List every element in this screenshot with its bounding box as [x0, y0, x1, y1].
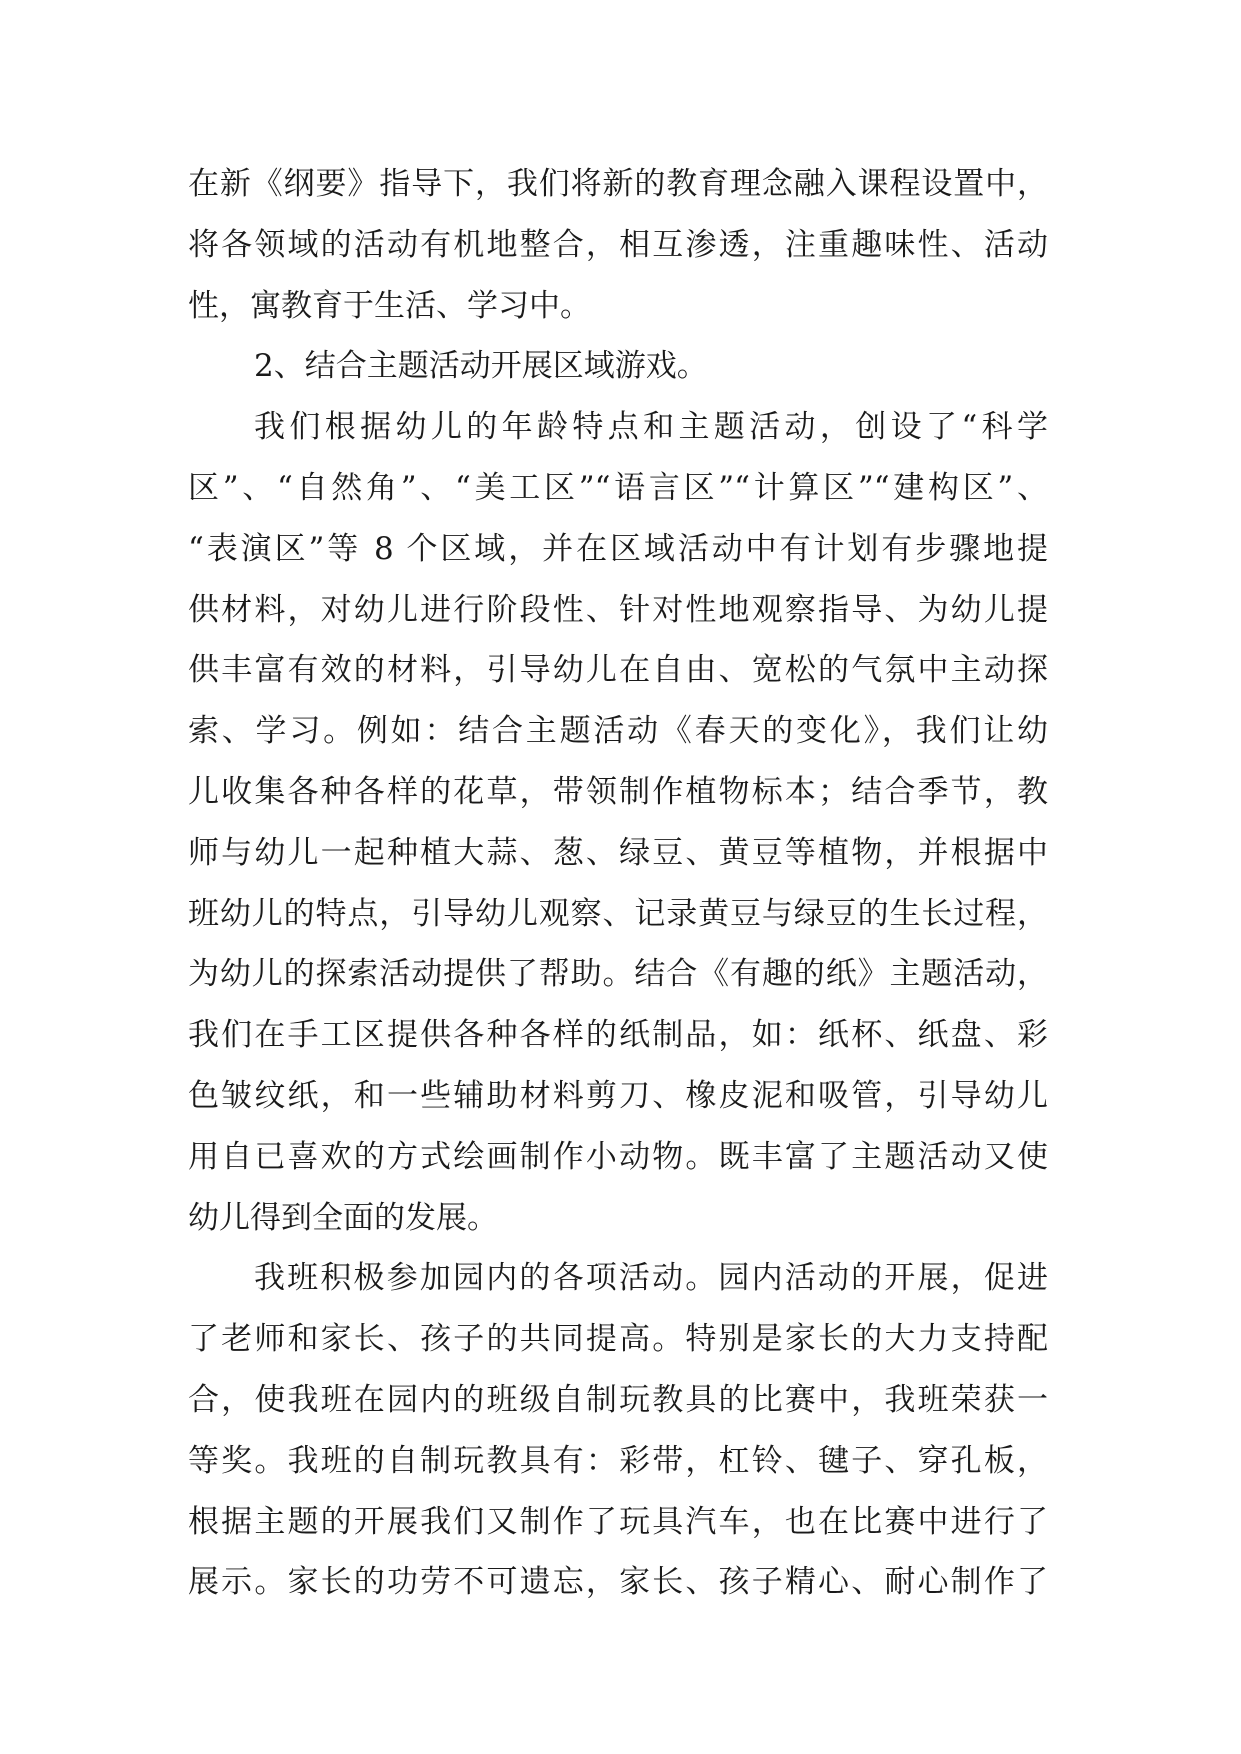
text-line: 班幼儿的特点，引导幼儿观察、记录黄豆与绿豆的生长过程，	[188, 895, 1048, 932]
section-heading: 2、结合主题活动开展区域游戏。	[254, 348, 708, 385]
text-line: 用自已喜欢的方式绘画制作小动物。既丰富了主题活动又使	[188, 1138, 1048, 1175]
text-line: 我们在手工区提供各种各样的纸制品，如：纸杯、纸盘、彩	[188, 1017, 1048, 1054]
text-line: 色皱纹纸，和一些辅助材料剪刀、橡皮泥和吸管，引导幼儿	[188, 1077, 1048, 1114]
text-line: 供丰富有效的材料，引导幼儿在自由、宽松的气氛中主动探	[188, 652, 1048, 689]
body-text	[188, 154, 1048, 1613]
text-line: 根据主题的开展我们又制作了玩具汽车，也在比赛中进行了	[188, 1503, 1048, 1540]
text-line: 了老师和家长、孩子的共同提高。特别是家长的大力支持配	[188, 1321, 1048, 1358]
text-line: 为幼儿的探索活动提供了帮助。结合《有趣的纸》主题活动，	[188, 956, 1048, 993]
text-line: 幼儿得到全面的发展。	[188, 1199, 498, 1236]
text-line: 师与幼儿一起种植大蒜、葱、绿豆、黄豆等植物，并根据中	[188, 834, 1048, 871]
text-line: 在新《纲要》指导下，我们将新的教育理念融入课程设置中，	[188, 166, 1048, 202]
text-line: 合，使我班在园内的班级自制玩教具的比赛中，我班荣获一	[188, 1381, 1048, 1418]
text-line: 性，寓教育于生活、学习中。	[188, 287, 591, 324]
text-line: 等奖。我班的自制玩教具有：彩带，杠铃、毽子、穿孔板，	[188, 1442, 1048, 1479]
text-line: 我班积极参加园内的各项活动。园内活动的开展，促进	[254, 1260, 1048, 1297]
text-line: 区”、“自然角”、“美工区”“语言区”“计算区”“建构区”、	[188, 469, 1048, 506]
text-line: 展示。家长的功劳不可遗忘，家长、孩子精心、耐心制作了	[188, 1564, 1048, 1601]
text-line: 将各领域的活动有机地整合，相互渗透，注重趣味性、活动	[188, 226, 1048, 263]
text-line: 供材料，对幼儿进行阶段性、针对性地观察指导、为幼儿提	[188, 591, 1048, 628]
text-line: 索、学习。例如：结合主题活动《春天的变化》，我们让幼	[188, 713, 1048, 750]
text-line: “表演区”等 8 个区域，并在区域活动中有计划有步骤地提	[188, 530, 1048, 567]
text-line: 我们根据幼儿的年龄特点和主题活动，创设了“科学	[254, 409, 1048, 446]
text-line: 儿收集各种各样的花草，带领制作植物标本；结合季节，教	[188, 773, 1048, 810]
